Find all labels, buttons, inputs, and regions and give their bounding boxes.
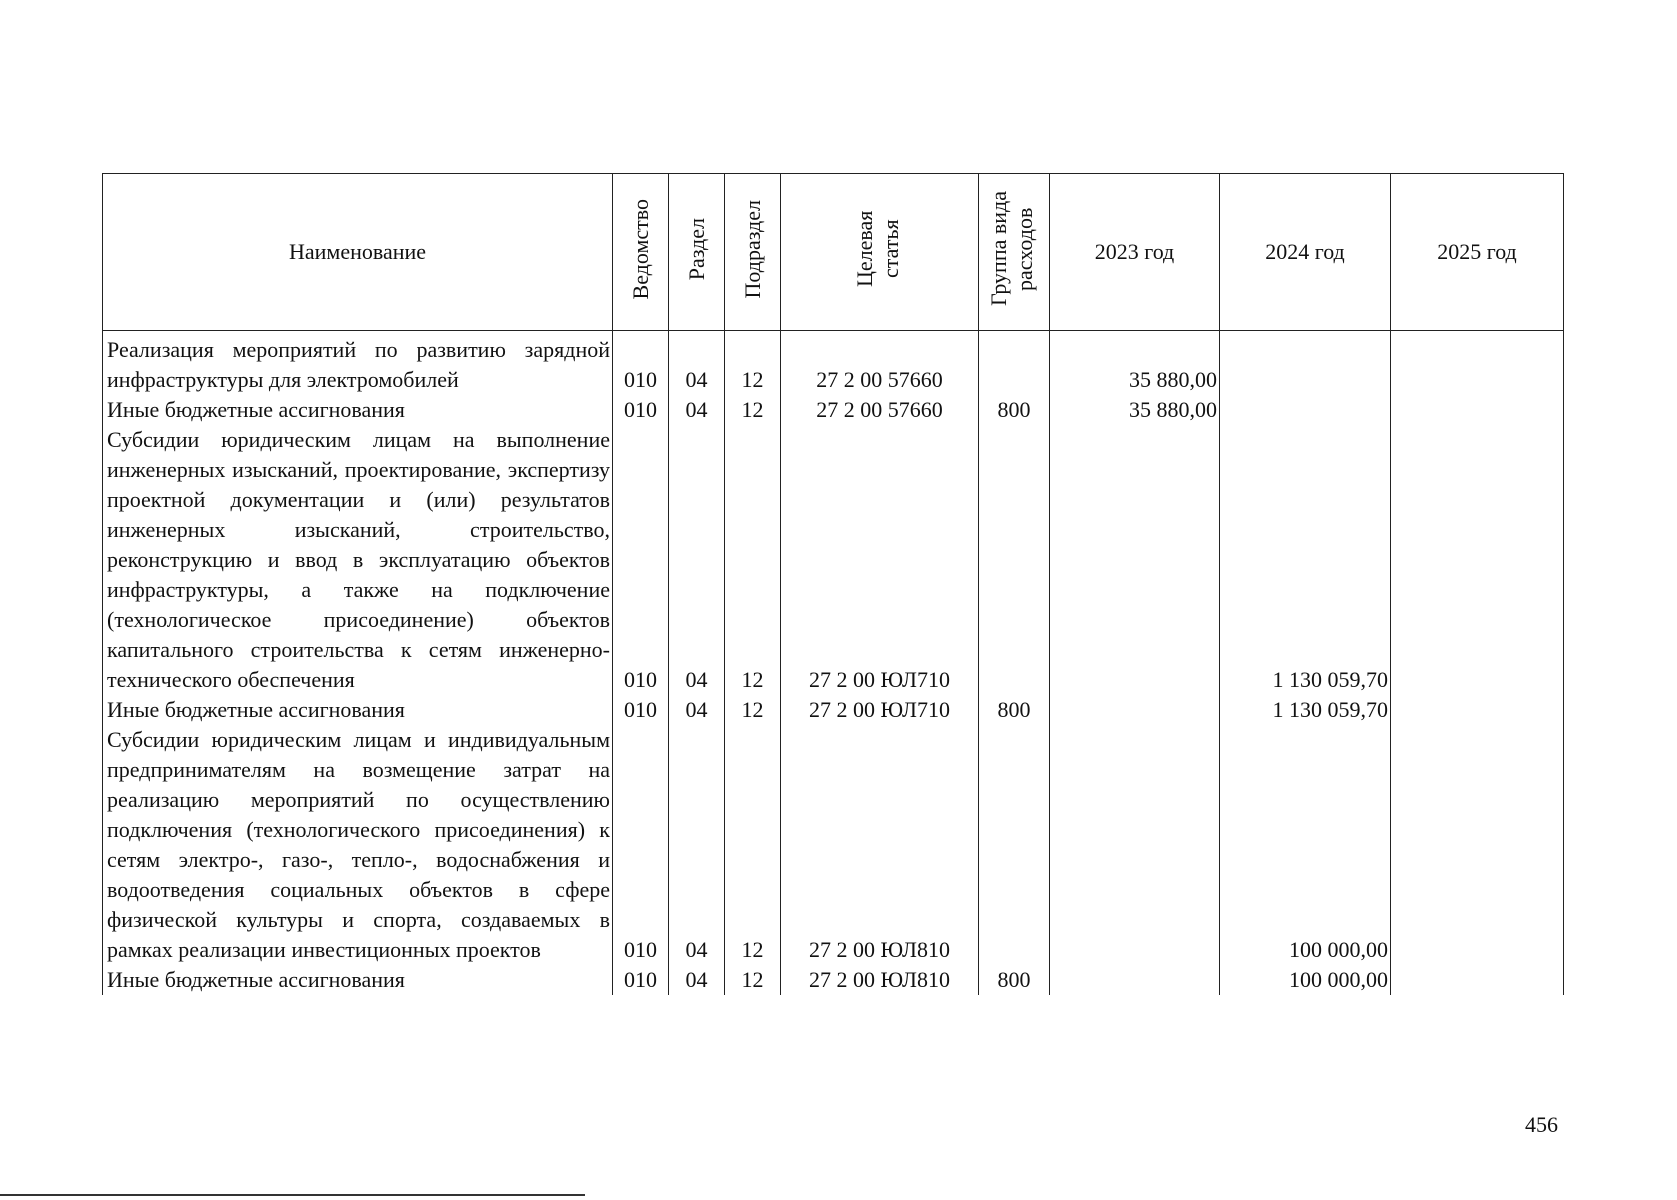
cell-2024: 100 000,00 xyxy=(1220,965,1391,995)
footer-rule xyxy=(0,1194,585,1196)
table-row xyxy=(103,695,1564,725)
cell-name: Субсидии юридическим лицам на выполнение инженерных изысканий, проектирование, экспертизу проектной документации и (или) результатов инженерных изысканий, строительство, реконструкцию и ввод в эксплуатацию объектов инфраструктуры, а также на подключение (технологическое присоединение) объектов капитального строительства к сетям инженерно-технического обеспечения xyxy=(103,425,613,695)
header-gruppa-vida-rashodov: Группа вида расходов xyxy=(979,174,1050,331)
cell-name: Субсидии юридическим лицам и индивидуальным предпринимателям на возмещение затрат на реализацию мероприятий по осуществлению подключения (технологического присоединения) к сетям электро-, газо-, тепло-, водоснабжения и водоотведения социальных объектов в сфере физической культуры и спорта, создаваемых в рамках реализации инвестиционных проектов xyxy=(103,725,613,965)
cell-podrazdel: 12 xyxy=(725,331,781,396)
cell-razdel: 04 xyxy=(669,965,725,995)
cell-podrazdel: 12 xyxy=(725,695,781,725)
cell-podrazdel: 12 xyxy=(725,965,781,995)
cell-gruppa: 800 xyxy=(979,695,1050,725)
cell-razdel: 04 xyxy=(669,725,725,965)
cell-name: Иные бюджетные ассигнования xyxy=(103,695,613,725)
table-row xyxy=(103,331,1564,396)
header-vedomstvo: Ведомство xyxy=(613,174,669,331)
cell-vedomstvo: 010 xyxy=(613,695,669,725)
cell-2023 xyxy=(1050,965,1220,995)
cell-name: Иные бюджетные ассигнования xyxy=(103,965,613,995)
cell-2023: 35 880,00 xyxy=(1050,395,1220,425)
cell-podrazdel: 12 xyxy=(725,425,781,695)
cell-2023 xyxy=(1050,425,1220,695)
cell-2024 xyxy=(1220,331,1391,396)
cell-razdel: 04 xyxy=(669,425,725,695)
table-row xyxy=(103,395,1564,425)
cell-vedomstvo: 010 xyxy=(613,965,669,995)
cell-podrazdel: 12 xyxy=(725,725,781,965)
header-podrazdel: Подраздел xyxy=(725,174,781,331)
cell-2025 xyxy=(1391,331,1564,396)
cell-gruppa: 800 xyxy=(979,395,1050,425)
cell-2024 xyxy=(1220,395,1391,425)
table-row xyxy=(103,425,1564,695)
cell-name: Иные бюджетные ассигнования xyxy=(103,395,613,425)
cell-celevaya-statya: 27 2 00 ЮЛ810 xyxy=(781,725,979,965)
cell-2025 xyxy=(1391,695,1564,725)
budget-table xyxy=(102,173,1564,995)
cell-2023 xyxy=(1050,725,1220,965)
header-year-2023: 2023 год xyxy=(1050,174,1220,331)
cell-2025 xyxy=(1391,425,1564,695)
cell-2025 xyxy=(1391,965,1564,995)
cell-celevaya-statya: 27 2 00 57660 xyxy=(781,395,979,425)
cell-gruppa xyxy=(979,725,1050,965)
header-year-2025: 2025 год xyxy=(1391,174,1564,331)
cell-2024: 100 000,00 xyxy=(1220,725,1391,965)
cell-gruppa xyxy=(979,425,1050,695)
cell-vedomstvo: 010 xyxy=(613,331,669,396)
cell-celevaya-statya: 27 2 00 ЮЛ810 xyxy=(781,965,979,995)
cell-2025 xyxy=(1391,395,1564,425)
cell-2023 xyxy=(1050,695,1220,725)
cell-celevaya-statya: 27 2 00 57660 xyxy=(781,331,979,396)
cell-gruppa: 800 xyxy=(979,965,1050,995)
header-celevaya-statya: Целевая статья xyxy=(781,174,979,331)
table-header-row xyxy=(103,174,1564,331)
table-row xyxy=(103,965,1564,995)
cell-celevaya-statya: 27 2 00 ЮЛ710 xyxy=(781,695,979,725)
cell-celevaya-statya: 27 2 00 ЮЛ710 xyxy=(781,425,979,695)
cell-vedomstvo: 010 xyxy=(613,425,669,695)
cell-gruppa xyxy=(979,331,1050,396)
header-razdel: Раздел xyxy=(669,174,725,331)
cell-vedomstvo: 010 xyxy=(613,725,669,965)
cell-podrazdel: 12 xyxy=(725,395,781,425)
cell-razdel: 04 xyxy=(669,695,725,725)
header-year-2024: 2024 год xyxy=(1220,174,1391,331)
cell-name: Реализация мероприятий по развитию зарядной инфраструктуры для электромобилей xyxy=(103,331,613,396)
page-number: 456 xyxy=(1525,1112,1558,1137)
cell-2024: 1 130 059,70 xyxy=(1220,695,1391,725)
cell-2025 xyxy=(1391,725,1564,965)
cell-razdel: 04 xyxy=(669,331,725,396)
cell-2024: 1 130 059,70 xyxy=(1220,425,1391,695)
cell-vedomstvo: 010 xyxy=(613,395,669,425)
header-name: Наименование xyxy=(103,174,613,331)
cell-razdel: 04 xyxy=(669,395,725,425)
cell-2023: 35 880,00 xyxy=(1050,331,1220,396)
table-row xyxy=(103,725,1564,965)
